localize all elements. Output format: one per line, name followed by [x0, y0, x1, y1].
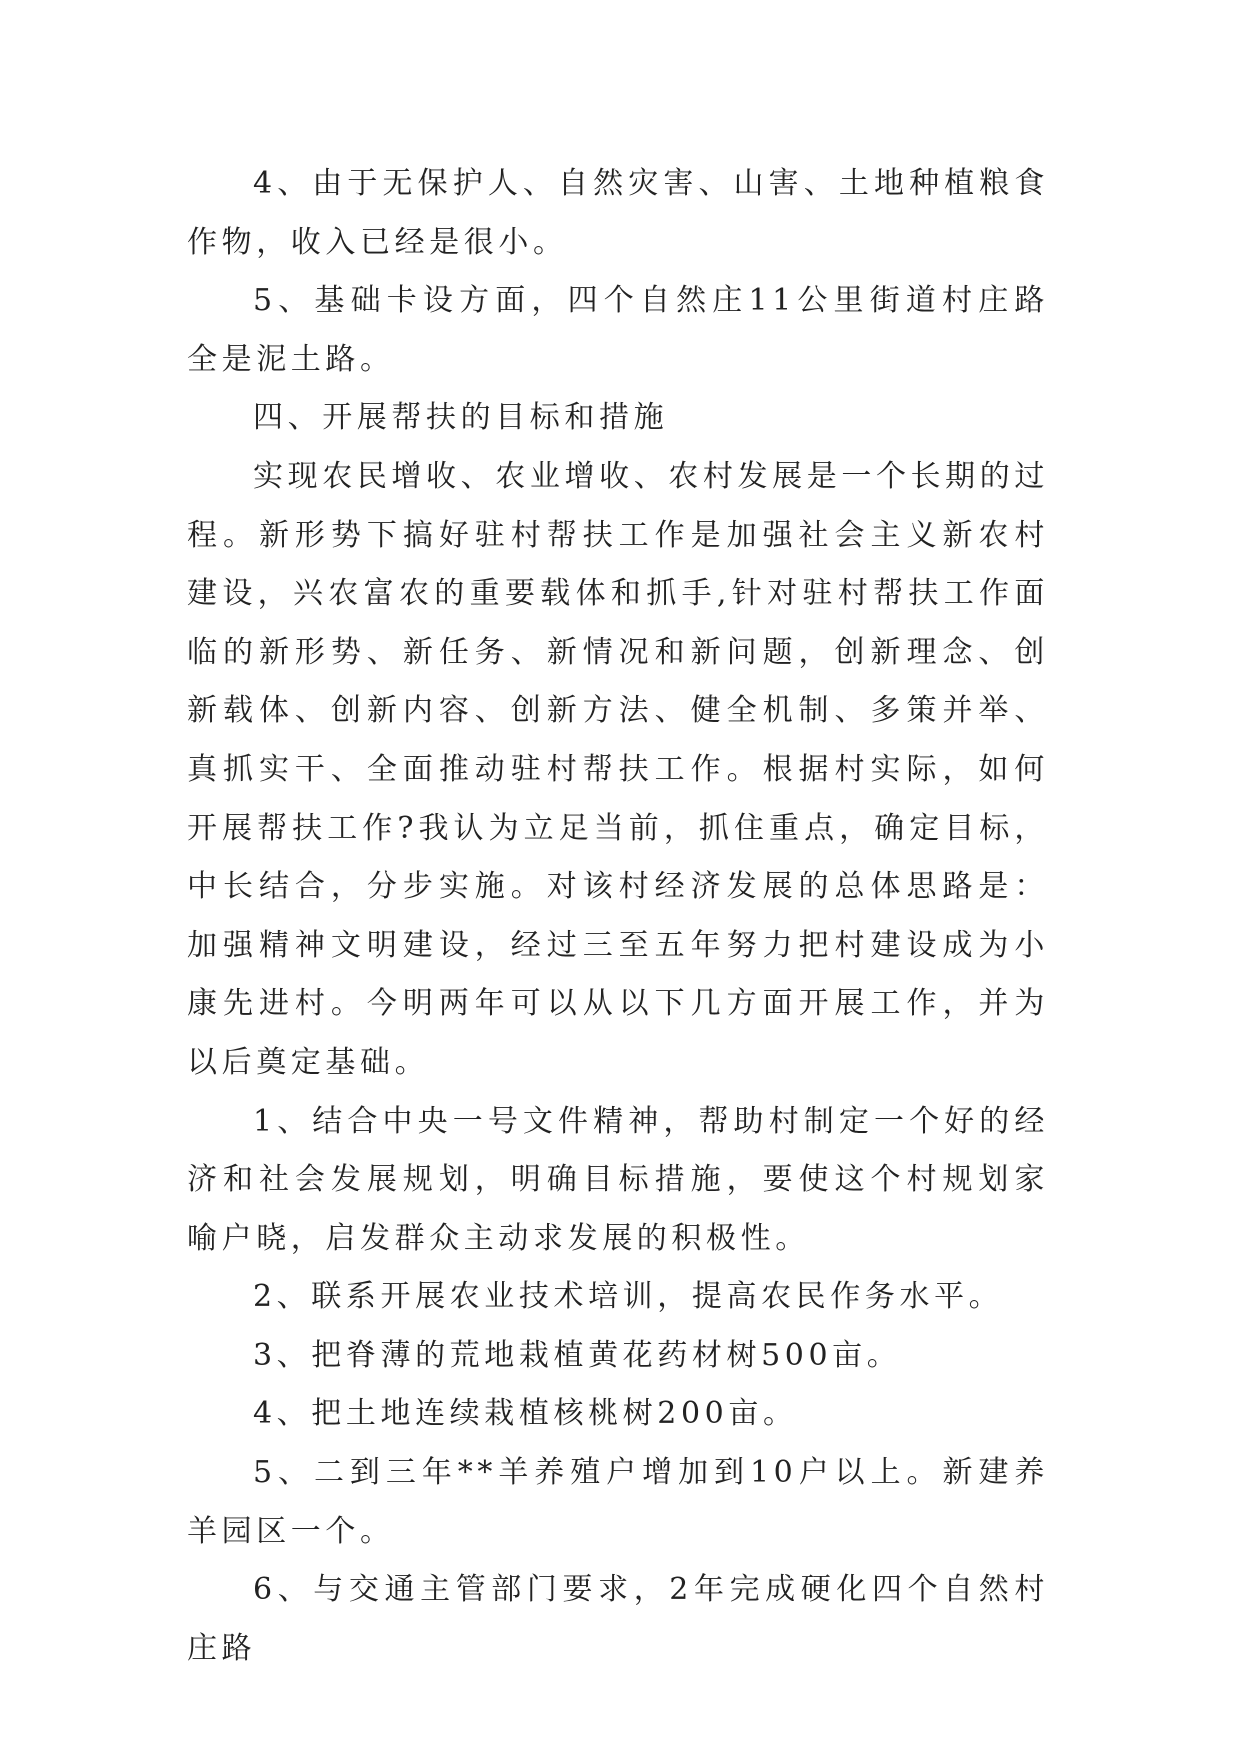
document-body	[187, 155, 1049, 1678]
paragraph-overview: 实现农民增收、农业增收、农村发展是一个长期的过程。新形势下搞好驻村帮扶工作是加强社会主义新农村建设，兴农富农的重要载体和抓手,针对驻村帮扶工作面临的新形势、新任务、新情况和新问题，创新理念、创新载体、创新内容、创新方法、健全机制、多策并举、真抓实干、全面推动驻村帮扶工作。根据村实际，如何开展帮扶工作?我认为立足当前，抓住重点，确定目标，中长结合，分步实施。对该村经济发展的总体思路是：加强精神文明建设，经过三至五年努力把村建设成为小康先进村。今明两年可以从以下几方面开展工作，并为以后奠定基础。	[187, 458, 1049, 1080]
paragraph-measure-6: 6、与交通主管部门要求，2年完成硬化四个自然村庄路	[187, 1572, 1049, 1666]
paragraph-measure-4: 4、把土地连续栽植核桃树200亩。	[253, 1396, 798, 1432]
section-heading-goals-measures: 四、开展帮扶的目标和措施	[253, 400, 669, 436]
paragraph-measure-2: 2、联系开展农业技术培训，提高农民作务水平。	[253, 1279, 1004, 1315]
paragraph-item-5-infrastructure: 5、基础卡设方面，四个自然庄11公里街道村庄路全是泥土路。	[187, 283, 1049, 377]
paragraph-item-4-disasters: 4、由于无保护人、自然灾害、山害、土地种植粮食作物，收入已经是很小。	[187, 166, 1049, 260]
paragraph-measure-1: 1、结合中央一号文件精神，帮助村制定一个好的经济和社会发展规划，明确目标措施，要使这个村规划家喻户晓，启发群众主动求发展的积极性。	[187, 1103, 1049, 1256]
paragraph-measure-5: 5、二到三年**羊养殖户增加到10户以上。新建养羊园区一个。	[187, 1455, 1049, 1549]
paragraph-measure-3: 3、把脊薄的荒地栽植黄花药材树500亩。	[253, 1337, 902, 1373]
